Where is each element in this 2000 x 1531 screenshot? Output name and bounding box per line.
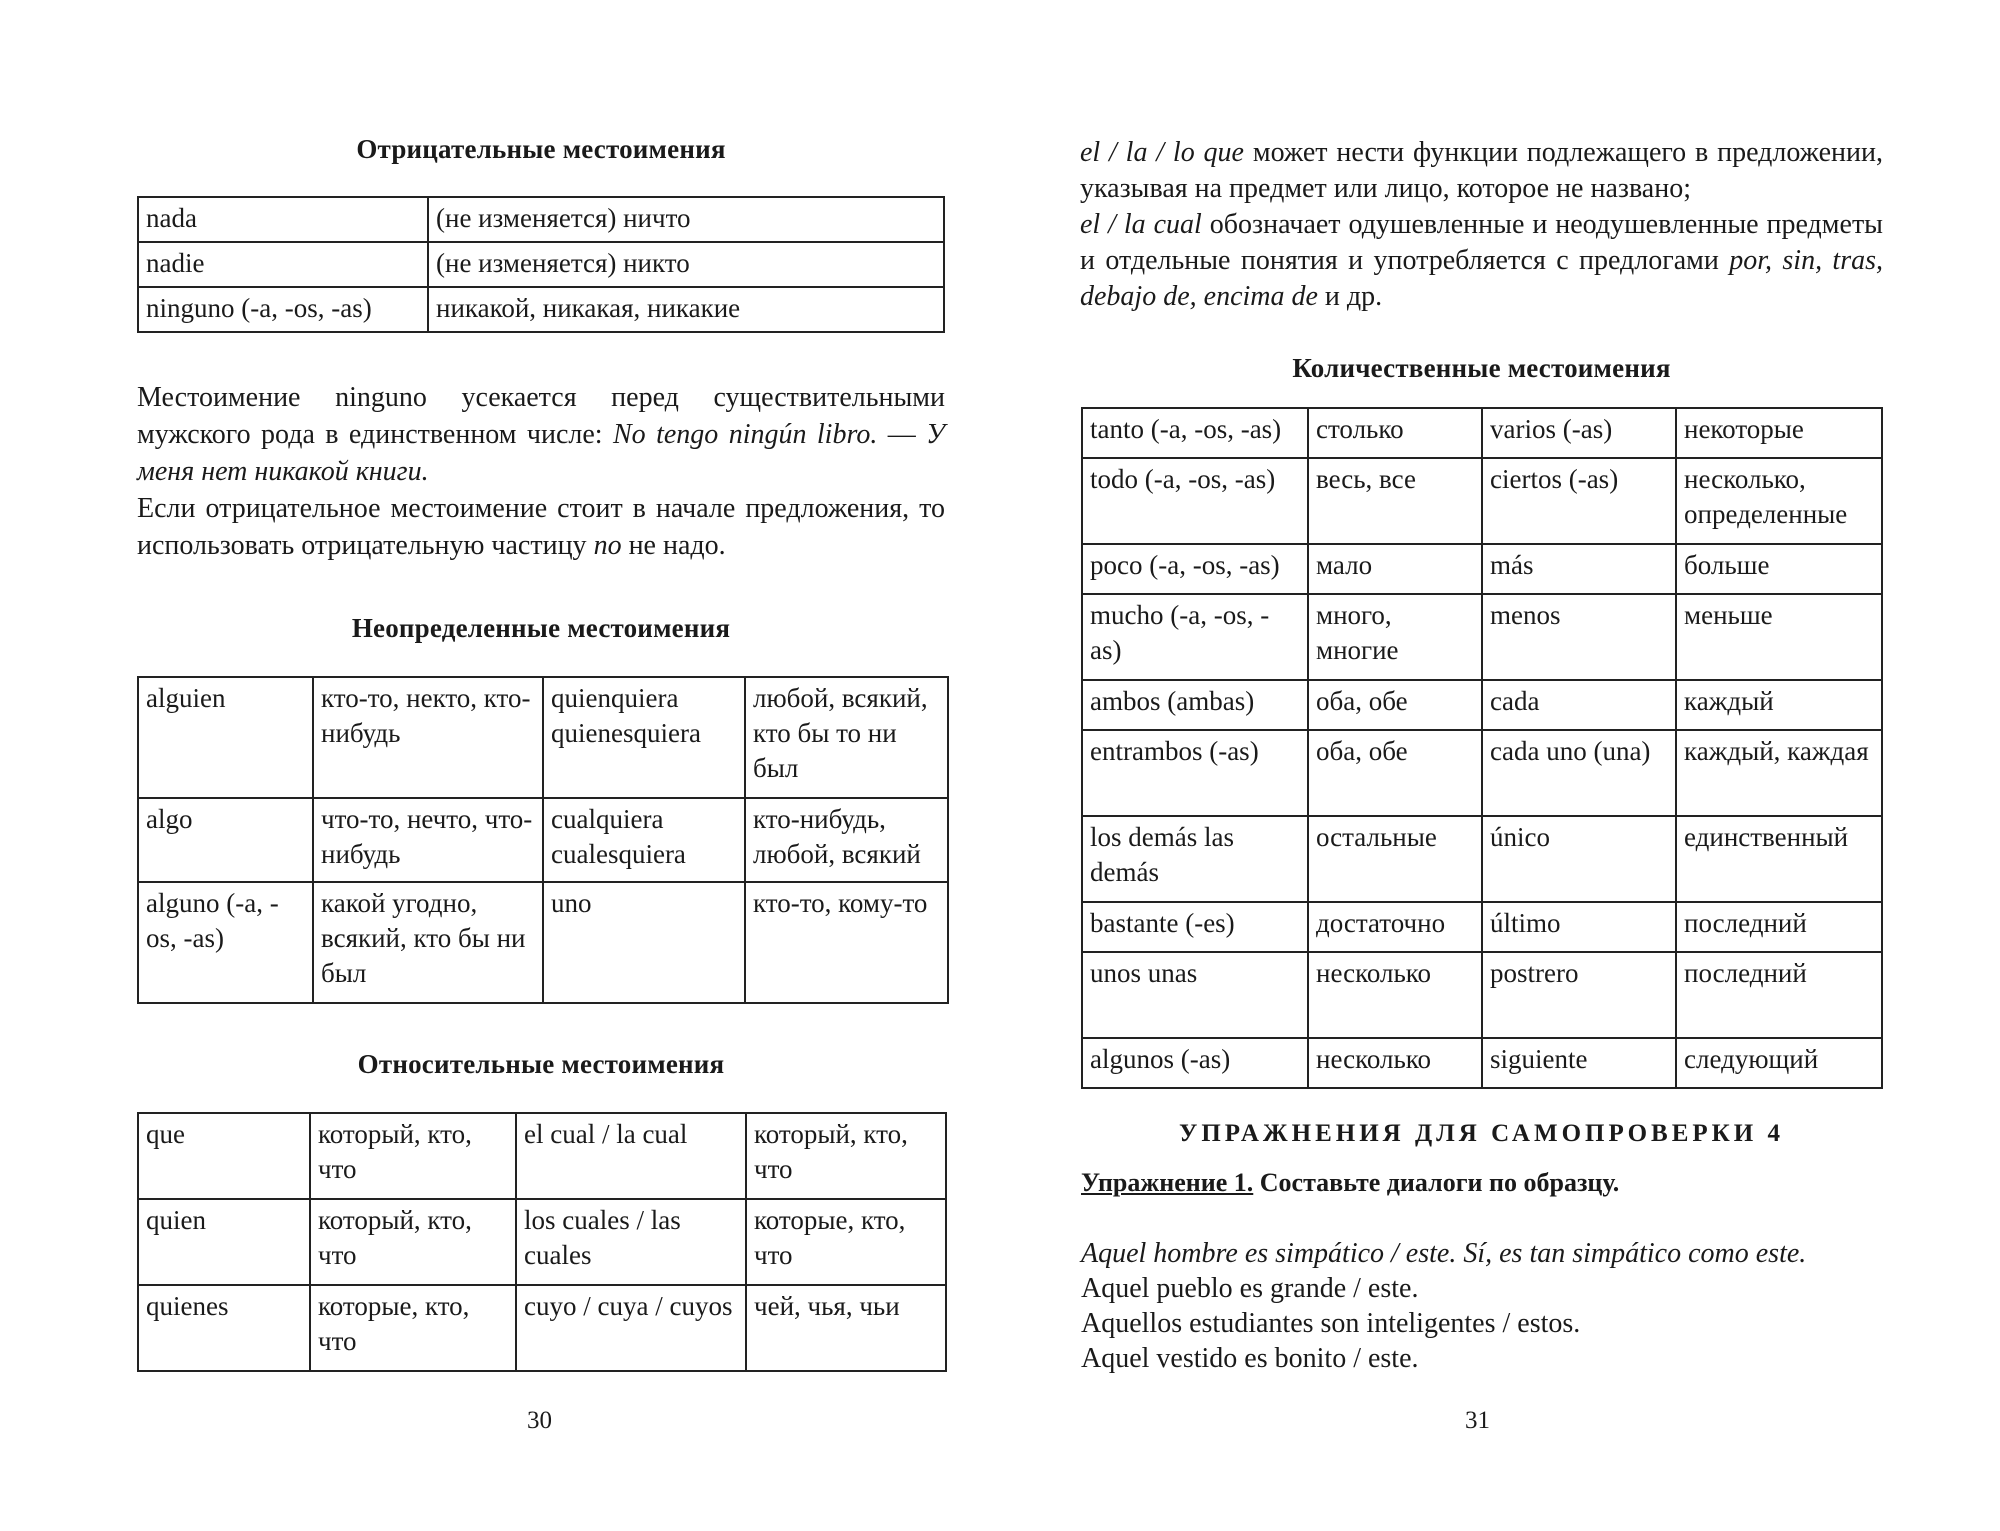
table-cell: остальные — [1308, 816, 1482, 902]
table-cell: который, кто, что — [310, 1113, 516, 1199]
table-cell: quien — [138, 1199, 310, 1285]
table-cell: cuyo / cuya / cuyos — [516, 1285, 746, 1371]
note-text: может нести функции подлежащего в предложении, указывая на предмет или лицо, которое не названо; — [1080, 137, 1884, 204]
page-number: 30 — [527, 1407, 552, 1434]
example-sentence: No tengo ningún libro. — [613, 419, 878, 450]
table-cell: больше — [1676, 544, 1882, 594]
table-cell: ninguno (-a, -os, -as) — [138, 287, 428, 332]
ninguno-note-paragraph-2 — [137, 490, 945, 564]
note-line-1 — [1080, 135, 1883, 207]
exercise-1-heading — [1081, 1168, 1619, 1198]
table-cell: mucho (-a, -os, -as) — [1082, 594, 1308, 680]
table-cell: никакой, никакая, никакие — [428, 287, 944, 332]
negative-pronouns-table — [137, 196, 945, 333]
table-cell: cada uno (una) — [1482, 730, 1676, 816]
dash: — — [877, 419, 927, 450]
table-cell: siguiente — [1482, 1038, 1676, 1088]
table-row — [1082, 408, 1882, 458]
table-cell: достаточно — [1308, 902, 1482, 952]
table-cell: algo — [138, 798, 313, 882]
table-cell: ciertos (-as) — [1482, 458, 1676, 544]
table-row — [1082, 544, 1882, 594]
table-cell: entrambos (-as) — [1082, 730, 1308, 816]
table-row — [138, 287, 944, 332]
table-cell: последний — [1676, 902, 1882, 952]
table-cell: много, многие — [1308, 594, 1482, 680]
exercise-label: Упражнение 1. — [1081, 1168, 1254, 1197]
pronoun-term: el / la / lo que — [1080, 137, 1244, 168]
table-row — [138, 242, 944, 287]
ninguno-note-paragraph-1 — [137, 379, 945, 490]
table-cell: menos — [1482, 594, 1676, 680]
table-cell: который, кто, что — [746, 1113, 946, 1199]
indefinite-pronouns-title: Неопределенные местоимения — [351, 613, 731, 643]
table-cell: мало — [1308, 544, 1482, 594]
prepositions: por, sin, tras, debajo de, encima de — [1080, 245, 1883, 312]
table-row — [1082, 594, 1882, 680]
table-row — [1082, 458, 1882, 544]
table-row — [1082, 902, 1882, 952]
table-cell: несколько, определенные — [1676, 458, 1882, 544]
table-row — [138, 197, 944, 242]
table-cell: poco (-a, -os, -as) — [1082, 544, 1308, 594]
exercise-item: Aquel pueblo es grande / este. — [1081, 1273, 1419, 1304]
table-cell: которые, кто, что — [746, 1199, 946, 1285]
table-cell: следующий — [1676, 1038, 1882, 1088]
table-cell: несколько — [1308, 1038, 1482, 1088]
note-text: и др. — [1317, 281, 1383, 312]
table-cell: каждый — [1676, 680, 1882, 730]
exercise-item: Aquel vestido es bonito / este. — [1081, 1343, 1419, 1374]
table-cell: único — [1482, 816, 1676, 902]
table-row — [1082, 1038, 1882, 1088]
table-cell: (не изменяется) ничто — [428, 197, 944, 242]
table-cell: algunos (-as) — [1082, 1038, 1308, 1088]
table-cell: alguien — [138, 677, 313, 798]
table-cell: los demás las demás — [1082, 816, 1308, 902]
table-row — [138, 1113, 946, 1199]
table-cell: каждый, каждая — [1676, 730, 1882, 816]
table-row — [138, 798, 948, 882]
table-cell: столько — [1308, 408, 1482, 458]
table-row — [1082, 952, 1882, 1038]
note-text: обозначает одушевленные и неодушевленные предметы и отдельные понятия и употребляется с предлогами — [1080, 209, 1883, 276]
table-cell: кто-то, кому-то — [745, 882, 948, 1003]
table-cell: cualquiera cualesquiera — [543, 798, 745, 882]
relative-pronouns-note — [1080, 135, 1883, 315]
self-check-section-title: УПРАЖНЕНИЯ ДЛЯ САМОПРОВЕРКИ 4 — [1179, 1120, 1784, 1147]
right-page — [1000, 0, 2000, 1531]
table-cell: кто-то, некто, кто-нибудь — [313, 677, 543, 798]
table-cell: más — [1482, 544, 1676, 594]
table-cell: nadie — [138, 242, 428, 287]
table-row — [1082, 730, 1882, 816]
table-cell: unos unas — [1082, 952, 1308, 1038]
table-cell: что-то, нечто, что-нибудь — [313, 798, 543, 882]
table-cell: alguno (-a, -os, -as) — [138, 882, 313, 1003]
table-row — [1082, 680, 1882, 730]
example-translation: У меня нет никакой книги. — [137, 419, 945, 487]
table-cell: единственный — [1676, 816, 1882, 902]
note-text: Если отрицательное местоимение стоит в начале предложения, то использовать отрицательную частицу — [137, 493, 945, 561]
quantitative-pronouns-title: Количественные местоимения — [1292, 353, 1671, 383]
table-cell: postrero — [1482, 952, 1676, 1038]
pronoun-term: el / la cual — [1080, 209, 1202, 240]
table-cell: varios (-as) — [1482, 408, 1676, 458]
table-cell: que — [138, 1113, 310, 1199]
table-cell: cada — [1482, 680, 1676, 730]
exercise-task: Составьте диалоги по образцу. — [1253, 1168, 1620, 1197]
table-cell: uno — [543, 882, 745, 1003]
table-cell: quienes — [138, 1285, 310, 1371]
quantitative-pronouns-table — [1081, 407, 1883, 1089]
relative-pronouns-table — [137, 1112, 947, 1372]
table-cell: которые, кто, что — [310, 1285, 516, 1371]
table-cell: какой угодно, всякий, кто бы ни был — [313, 882, 543, 1003]
table-cell: los cuales / las cuales — [516, 1199, 746, 1285]
relative-pronouns-title: Относительные местоимения — [357, 1049, 725, 1079]
table-cell: который, кто, что — [310, 1199, 516, 1285]
table-cell: (не изменяется) никто — [428, 242, 944, 287]
indefinite-pronouns-table — [137, 676, 949, 1004]
table-row — [138, 1285, 946, 1371]
table-row — [138, 1199, 946, 1285]
table-cell: кто-нибудь, любой, всякий — [745, 798, 948, 882]
table-cell: весь, все — [1308, 458, 1482, 544]
table-row — [138, 677, 948, 798]
table-cell: оба, обе — [1308, 730, 1482, 816]
table-cell: несколько — [1308, 952, 1482, 1038]
table-cell: любой, всякий, кто бы то ни был — [745, 677, 948, 798]
table-cell: tanto (-a, -os, -as) — [1082, 408, 1308, 458]
note-text: Местоимение ninguno усекается перед существительными мужского рода в единственном числе: — [137, 382, 945, 450]
exercise-1-items — [1081, 1236, 1961, 1376]
table-cell: bastante (-es) — [1082, 902, 1308, 952]
exercise-model: Aquel hombre es simpático / este. Sí, es tan simpático como este. — [1081, 1238, 1807, 1269]
table-cell: último — [1482, 902, 1676, 952]
table-row — [138, 882, 948, 1003]
note-text: не надо. — [621, 530, 726, 561]
table-cell: некоторые — [1676, 408, 1882, 458]
table-row — [1082, 816, 1882, 902]
table-cell: nada — [138, 197, 428, 242]
table-cell: меньше — [1676, 594, 1882, 680]
table-cell: оба, обе — [1308, 680, 1482, 730]
table-cell: последний — [1676, 952, 1882, 1038]
note-line-2 — [1080, 207, 1883, 315]
particle-no: no — [593, 530, 622, 561]
table-cell: ambos (ambas) — [1082, 680, 1308, 730]
exercise-item: Aquellos estudiantes son inteligentes / estos. — [1081, 1308, 1581, 1339]
negative-pronouns-title: Отрицательные местоимения — [356, 134, 726, 164]
table-cell: el cual / la cual — [516, 1113, 746, 1199]
table-cell: todo (-a, -os, -as) — [1082, 458, 1308, 544]
page-number: 31 — [1465, 1407, 1490, 1434]
ninguno-note — [137, 379, 945, 564]
table-cell: quienquiera quienesquiera — [543, 677, 745, 798]
table-cell: чей, чья, чьи — [746, 1285, 946, 1371]
